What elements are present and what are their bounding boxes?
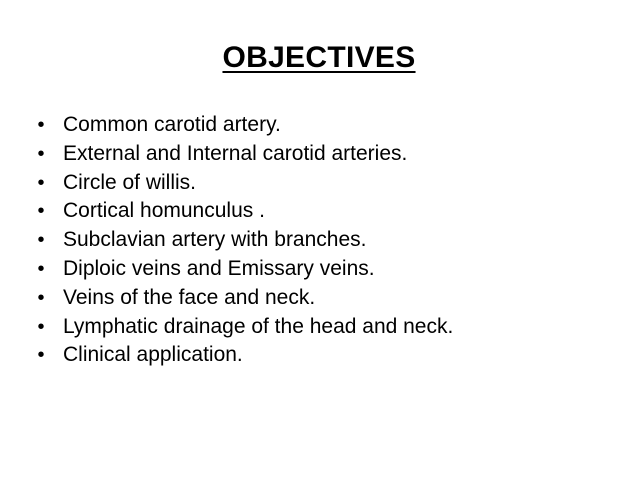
list-item [34,169,624,198]
list-item [34,111,624,140]
list-item [34,140,624,169]
bullet-icon: • [37,142,45,165]
list-item [34,341,624,370]
list-item [34,226,624,255]
bullet-icon: • [37,200,45,223]
bullet-icon: • [37,171,45,194]
list-item-text: Circle of willis. [63,170,197,194]
list-item-text: Clinical application. [63,343,243,367]
slide-title: OBJECTIVES [222,41,416,74]
bullet-icon: • [37,286,45,309]
list-item-text: Common carotid artery. [63,113,281,136]
list-item-text: Cortical homunculus . [63,199,265,223]
list-item-text: Subclavian artery with branches. [63,228,367,252]
list-item [34,197,624,226]
bullet-icon: • [37,114,45,136]
objectives-list [34,111,624,370]
list-item-text: Diploic veins and Emissary veins. [63,256,375,280]
list-item [34,313,624,342]
list-item-text: Veins of the face and neck. [63,285,316,309]
list-item [34,284,624,313]
list-item-text: Lymphatic drainage of the head and neck. [63,314,454,338]
list-item [34,255,624,284]
bullet-icon: • [37,229,45,252]
bullet-icon: • [37,344,45,367]
bullet-icon: • [37,315,45,338]
list-item-text: External and Internal carotid arteries. [63,141,408,165]
bullet-icon: • [37,257,45,280]
